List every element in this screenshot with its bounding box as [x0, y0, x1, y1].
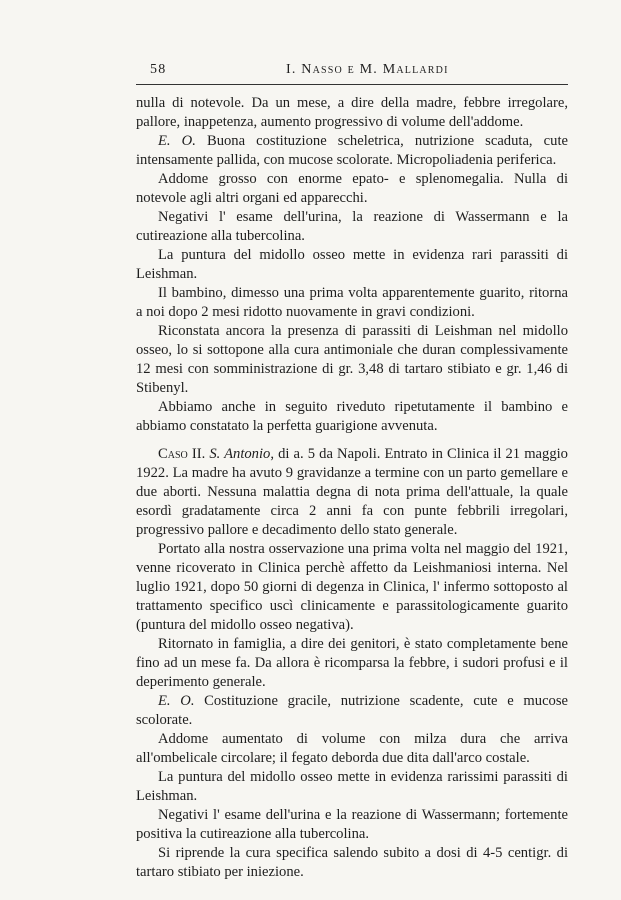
paragraph: Riconstata ancora la presenza di parassiti di Leishman nel midollo osseo, lo si sottopone alla cura antimoniale che duran complessivamente 12 mesi con somministrazione di gr. 3,48 di tartaro stibiato e gr. 1,46 di Stibenyl. [136, 323, 568, 396]
paragraph: La puntura del midollo osseo mette in evidenza rarissimi parassiti di Leishman. [136, 769, 568, 804]
paragraph: Il bambino, dimesso una prima volta apparentemente guarito, ritorna a noi dopo 2 mesi ridotto nuovamente in gravi condizioni. [136, 285, 568, 320]
paragraph: Addome grosso con enorme epato- e splenomegalia. Nulla di notevole agli altri organi ed apparecchi. [136, 171, 568, 206]
paragraph: E. O. Costituzione gracile, nutrizione scadente, cute e mucose scolorate. [136, 693, 568, 728]
paragraph: nulla di notevole. Da un mese, a dire della madre, febbre irregolare, pallore, inappetenza, aumento progressivo di volume dell'addome. [136, 95, 568, 130]
case-label: Caso II. [158, 446, 206, 462]
case-paragraph: Caso II. S. Antonio, di a. 5 da Napoli. Entrato in Clinica il 21 maggio 1922. La madre ha avuto 9 gravidanze a termine con un parto gemellare e due aborti. Nessuna malattia degna di nota prima dell'attuale, la quale esordì gradatamente circa 2 anni fa con punte febbrili irregolari, progressivo pallore e decadimento dello stato generale. [136, 446, 568, 538]
paragraph: Addome aumentato di volume con milza dura che arriva all'ombelicale circolare; il fegato deborda due dita dall'arco costale. [136, 731, 568, 766]
page-number: 58 [150, 62, 167, 77]
paragraph: Si riprende la cura specifica salendo subito a dosi di 4-5 centigr. di tartaro stibiato per iniezione. [136, 845, 568, 880]
paragraph: Portato alla nostra osservazione una prima volta nel maggio del 1921, venne ricoverato in Clinica perchè affetto da Leishmaniosi interna. Nel luglio 1921, dopo 50 giorni di degenza in Clinica, l' infermo sottoposto al trattamento specifico uscì clinicamente e parassitologicamente guarito (puntura del midollo osseo negativa). [136, 541, 568, 633]
exam-abbrev: E. O. [158, 693, 195, 709]
running-title: I. Nasso e M. Mallardi [286, 62, 449, 77]
paragraph: La puntura del midollo osseo mette in evidenza rari parassiti di Leishman. [136, 247, 568, 282]
body-text [136, 94, 568, 882]
running-header [136, 60, 568, 85]
paragraph: Abbiamo anche in seguito riveduto ripetutamente il bambino e abbiamo constatato la perfetta guarigione avvenuta. [136, 399, 568, 434]
patient-name: S. Antonio [209, 446, 271, 462]
paragraph: Ritornato in famiglia, a dire dei genitori, è stato completamente bene fino ad un mese fa. Da allora è ricomparsa la febbre, i sudori profusi e il deperimento generale. [136, 636, 568, 690]
paragraph: Negativi l' esame dell'urina e la reazione di Wassermann; fortemente positiva la cutireazione alla tubercolina. [136, 807, 568, 842]
paragraph: Negativi l' esame dell'urina, la reazione di Wassermann e la cutireazione alla tubercolina. [136, 209, 568, 244]
paragraph: E. O. Buona costituzione scheletrica, nutrizione scaduta, cute intensamente pallida, con mucose scolorate. Micropoliadenia periferica. [136, 133, 568, 168]
exam-abbrev: E. O. [158, 133, 196, 149]
